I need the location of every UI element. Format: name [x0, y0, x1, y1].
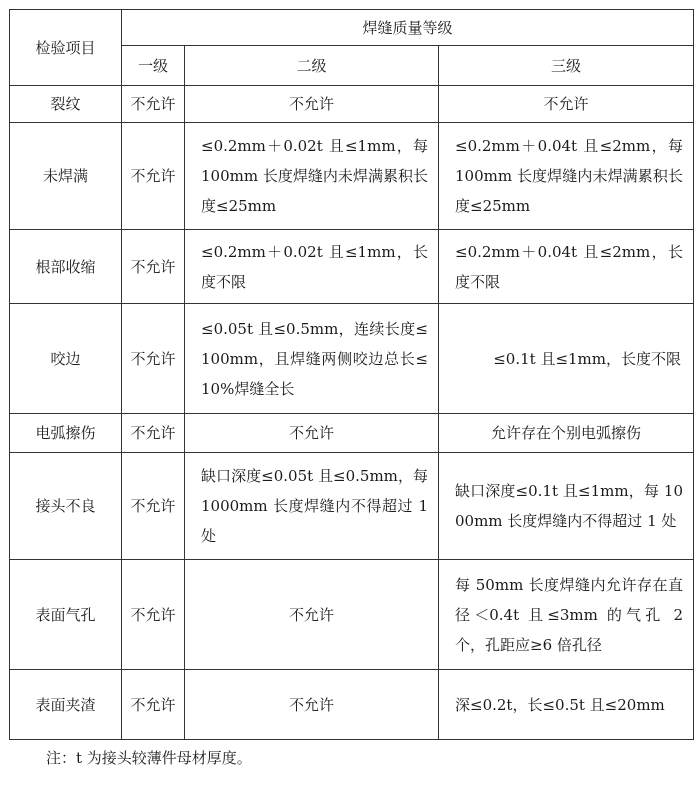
- table-row: [10, 86, 694, 123]
- row-grade-1: 不允许: [122, 304, 185, 414]
- weld-quality-table: [9, 9, 694, 740]
- row-name: 电弧擦伤: [10, 414, 122, 453]
- row-grade-1: 不允许: [122, 123, 185, 230]
- row-name: 表面夹渣: [10, 670, 122, 740]
- header-grade-3: 三级: [439, 46, 694, 86]
- table-row: [10, 123, 694, 230]
- row-grade-3: 深≤0.2t，长≤0.5t 且≤20mm: [439, 670, 694, 740]
- row-grade-3: ≤0.2mm＋0.04t 且≤2mm，每 100mm 长度焊缝内未焊满累积长度≤25mm: [439, 123, 694, 230]
- row-grade-2: 缺口深度≤0.05t 且≤0.5mm，每 1000mm 长度焊缝内不得超过 1 处: [185, 453, 439, 560]
- row-grade-1: 不允许: [122, 560, 185, 670]
- table-row: [10, 304, 694, 414]
- header-quality-grade: 焊缝质量等级: [122, 10, 694, 46]
- row-grade-1: 不允许: [122, 86, 185, 123]
- row-grade-3: ≤0.1t 且≤1mm，长度不限: [439, 304, 694, 414]
- table-row: [10, 670, 694, 740]
- row-grade-2: ≤0.2mm＋0.02t 且≤1mm，每 100mm 长度焊缝内未焊满累积长度≤25mm: [185, 123, 439, 230]
- row-grade-1: 不允许: [122, 230, 185, 304]
- row-name: 咬边: [10, 304, 122, 414]
- row-grade-2: 不允许: [185, 86, 439, 123]
- row-name: 接头不良: [10, 453, 122, 560]
- table-footnote: 注：t 为接头较薄件母材厚度。: [46, 749, 252, 767]
- row-grade-3: 缺口深度≤0.1t 且≤1mm，每 1000mm 长度焊缝内不得超过 1 处: [439, 453, 694, 560]
- row-grade-2: 不允许: [185, 560, 439, 670]
- row-grade-3: ≤0.2mm＋0.04t 且≤2mm，长度不限: [439, 230, 694, 304]
- row-grade-1: 不允许: [122, 414, 185, 453]
- row-grade-2: 不允许: [185, 414, 439, 453]
- table-row: [10, 453, 694, 560]
- row-grade-3: 不允许: [439, 86, 694, 123]
- table-header-row: [10, 10, 694, 46]
- row-grade-1: 不允许: [122, 670, 185, 740]
- row-name: 表面气孔: [10, 560, 122, 670]
- row-grade-3: 允许存在个别电弧擦伤: [439, 414, 694, 453]
- row-name: 未焊满: [10, 123, 122, 230]
- table-row: [10, 560, 694, 670]
- row-grade-2: ≤0.05t 且≤0.5mm，连续长度≤100mm，且焊缝两侧咬边总长≤10%焊缝全长: [185, 304, 439, 414]
- row-grade-2: 不允许: [185, 670, 439, 740]
- row-grade-2: ≤0.2mm＋0.02t 且≤1mm，长度不限: [185, 230, 439, 304]
- table-row: [10, 230, 694, 304]
- row-name: 根部收缩: [10, 230, 122, 304]
- row-grade-1: 不允许: [122, 453, 185, 560]
- table-row: [10, 414, 694, 453]
- row-grade-3: 每 50mm 长度焊缝内允许存在直径＜0.4t 且≤3mm 的气孔 2 个，孔距应≥6 倍孔径: [439, 560, 694, 670]
- row-name: 裂纹: [10, 86, 122, 123]
- header-grade-2: 二级: [185, 46, 439, 86]
- header-inspection-item: 检验项目: [10, 10, 122, 86]
- header-grade-1: 一级: [122, 46, 185, 86]
